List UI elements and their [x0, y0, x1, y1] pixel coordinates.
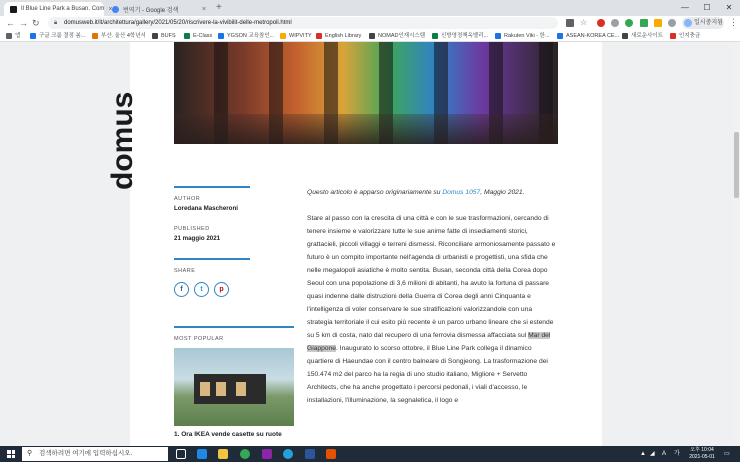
- notification-icon[interactable]: ▭: [724, 451, 730, 457]
- bookmark-favicon-icon: [316, 33, 322, 39]
- extension-icon[interactable]: [611, 19, 619, 27]
- bookmark-favicon-icon: [622, 33, 628, 39]
- back-icon[interactable]: ←: [6, 18, 15, 28]
- task-view-icon[interactable]: [176, 449, 186, 459]
- popular-article-title[interactable]: 1. Ora IKEA vende casette su ruote: [174, 431, 282, 438]
- profile-button[interactable]: [682, 17, 724, 29]
- tab-title: Il Blue Line Park a Busan. Com: [21, 6, 105, 12]
- search-placeholder: 검색하려면 여기에 입력하십시오.: [39, 450, 133, 457]
- new-tab-button[interactable]: +: [216, 2, 222, 13]
- bookmark-item[interactable]: 인지충금: [670, 30, 700, 42]
- divider: [174, 186, 250, 188]
- author-name[interactable]: Loredana Mascheroni: [174, 205, 238, 212]
- bookmark-favicon-icon: [184, 33, 190, 39]
- twitter-icon[interactable]: t: [194, 282, 209, 297]
- bookmark-favicon-icon: [280, 33, 286, 39]
- lock-icon: 🔒︎: [54, 20, 58, 26]
- apps-grid-icon: [6, 33, 12, 39]
- browser-tab[interactable]: [106, 2, 212, 16]
- bookmark-item[interactable]: English Library: [316, 30, 361, 42]
- chrome-icon[interactable]: [240, 449, 250, 459]
- word-icon[interactable]: [305, 449, 315, 459]
- bookmark-item[interactable]: Rakuten Viki - 한...: [495, 30, 550, 42]
- extension-icon[interactable]: [640, 19, 648, 27]
- reload-icon[interactable]: ↻: [32, 18, 40, 28]
- bookmark-favicon-icon: [670, 33, 676, 39]
- close-tab-icon[interactable]: ×: [108, 5, 113, 13]
- app-icon[interactable]: [283, 449, 293, 459]
- published-date: 21 maggio 2021: [174, 235, 221, 242]
- domus-issue-link[interactable]: Domus 1057: [442, 189, 481, 196]
- bookmark-item[interactable]: E-Class: [184, 30, 212, 42]
- most-popular-label: MOST POPULAR: [174, 336, 224, 342]
- menu-icon[interactable]: ⋮: [729, 17, 738, 27]
- bookmark-item[interactable]: YGSON 교육참인...: [218, 30, 274, 42]
- avatar: [684, 19, 692, 27]
- bookmark-star-icon[interactable]: ☆: [580, 18, 588, 27]
- maximize-button[interactable]: ☐: [703, 3, 711, 12]
- extension-icon[interactable]: [625, 19, 633, 27]
- forward-icon[interactable]: →: [19, 18, 28, 28]
- bookmark-item[interactable]: BUFS: [152, 30, 176, 42]
- taskbar-clock[interactable]: [686, 447, 718, 461]
- clock-time: 오후 10:04: [690, 447, 714, 453]
- windows-start-icon[interactable]: [7, 450, 15, 458]
- app-icon[interactable]: [326, 449, 336, 459]
- address-bar[interactable]: [48, 17, 558, 29]
- network-icon[interactable]: ▲: [640, 451, 646, 457]
- published-label: PUBLISHED: [174, 226, 210, 232]
- bookmark-item[interactable]: NOMAD인재시스템: [369, 30, 425, 42]
- article-sidebar: [174, 186, 294, 439]
- bookmark-favicon-icon: [495, 33, 501, 39]
- facebook-icon[interactable]: f: [174, 282, 189, 297]
- url-text: domusweb.it/it/architettura/gallery/2021/05/20/riscrivere-la-vivibilit-delle-metropoli.html: [64, 20, 292, 26]
- extensions-puzzle-icon[interactable]: [668, 19, 676, 27]
- article-body: [307, 186, 559, 407]
- taskbar-search[interactable]: [22, 447, 168, 461]
- clock-date: 2021-05-01: [689, 454, 715, 460]
- extension-icon[interactable]: [597, 19, 605, 27]
- logo-text: domus: [106, 91, 139, 190]
- edge-icon[interactable]: [197, 449, 207, 459]
- author-label: AUTHOR: [174, 196, 201, 202]
- bookmark-item[interactable]: 새로운사이트: [622, 30, 663, 42]
- browser-toolbar: [0, 16, 740, 30]
- bookmarks-bar: [0, 30, 740, 42]
- domus-logo[interactable]: [102, 86, 142, 196]
- close-tab-icon[interactable]: ×: [201, 5, 206, 13]
- windows-taskbar: [0, 446, 740, 462]
- close-window-button[interactable]: ✕: [725, 3, 733, 12]
- domus-favicon-icon: [10, 6, 17, 13]
- translate-icon[interactable]: [566, 19, 574, 27]
- bookmark-favicon-icon: [92, 33, 98, 39]
- bookmark-item[interactable]: WIPVITY: [280, 30, 312, 42]
- bookmark-item[interactable]: 부산. 울산 4학년서: [92, 30, 146, 42]
- language-indicator[interactable]: A: [662, 451, 667, 457]
- bookmark-favicon-icon: [557, 33, 563, 39]
- popular-article-image[interactable]: [174, 348, 294, 426]
- bookmark-favicon-icon: [30, 33, 36, 39]
- article-intro: Questo articolo è apparso originariamente su Domus 1057, Maggio 2021.: [307, 189, 525, 196]
- hero-image: [174, 42, 558, 144]
- tiny-house-illustration: [194, 374, 266, 404]
- bookmark-favicon-icon: [369, 33, 375, 39]
- highlighted-text: Mar del Giappone: [307, 332, 551, 352]
- share-buttons: [174, 282, 294, 297]
- bookmark-favicon-icon: [152, 33, 158, 39]
- minimize-button[interactable]: —: [681, 3, 689, 12]
- bookmark-item[interactable]: 신방영정책옥밸리...: [432, 30, 488, 42]
- scrollbar[interactable]: [733, 42, 740, 446]
- ime-indicator[interactable]: 가: [674, 451, 680, 457]
- divider: [174, 258, 250, 260]
- tab-title: 번역기 - Google 검색: [123, 7, 179, 14]
- premiere-icon[interactable]: [262, 449, 272, 459]
- bookmark-item[interactable]: 앱: [6, 30, 20, 42]
- bookmark-item[interactable]: ASEAN-KOREA CE...: [557, 30, 619, 42]
- search-icon: ⚲: [27, 450, 33, 457]
- web-page: [0, 42, 740, 446]
- bookmark-favicon-icon: [218, 33, 224, 39]
- file-explorer-icon[interactable]: [218, 449, 228, 459]
- volume-icon[interactable]: ◢: [650, 451, 655, 457]
- article-paragraph: Stare al passo con la crescita di una città e con le sue trasformazioni, cercando di tenere insieme e valorizzare tutte le sue anime fatte di insediamenti storici, grattacieli, piccoli villaggi e terreni dismessi. Riconciliare armoniosamente passato e futuro è un compito importante nell'agenda di urbanisti e progettisti, una sfida che nelle megalopoli asiatiche è molto sentita. Busan, seconda città della Corea dopo Seoul con una popolazione di 3,6 milioni di abitanti, ha avuto la fortuna di passare quasi indenne dalle distruzioni della Guerra di Corea degli anni Cinquanta e l'intelligenza di voler conservare le sue stratificazioni valorizzandole con una strategia territoriale il cui esito più recente è un parco urbano lineare che si estende su 5 km di costa, nato dal recupero di una ferrovia dismessa affacciata sul Mar del Giappone. Inaugurato lo scorso ottobre, il Blue Line Park collega il dinamico quartiere di Haeundae con il centro balneare di Songjeong. La trasformazione dei 150.474 m2 del parco ha la regia di uno studio italiano, Migliore + Servetto Architects, che ha anche progettato i percorsi pedonali, i viali d'accesso, le installazioni, l'illuminazione, la segnaletica, il logo e: [307, 215, 556, 404]
- pinterest-icon[interactable]: p: [214, 282, 229, 297]
- browser-tab-bar: [0, 0, 740, 16]
- profile-label: 일시중지됨: [694, 20, 723, 26]
- share-label: SHARE: [174, 268, 196, 274]
- browser-tab-active[interactable]: [4, 2, 113, 16]
- scrollbar-thumb[interactable]: [734, 132, 739, 198]
- divider: [174, 326, 294, 328]
- bookmark-item[interactable]: 구글 크롬 결점 봄...: [30, 30, 85, 42]
- google-favicon-icon: [112, 6, 119, 13]
- bookmark-favicon-icon: [432, 33, 438, 39]
- extension-icon[interactable]: [654, 19, 662, 27]
